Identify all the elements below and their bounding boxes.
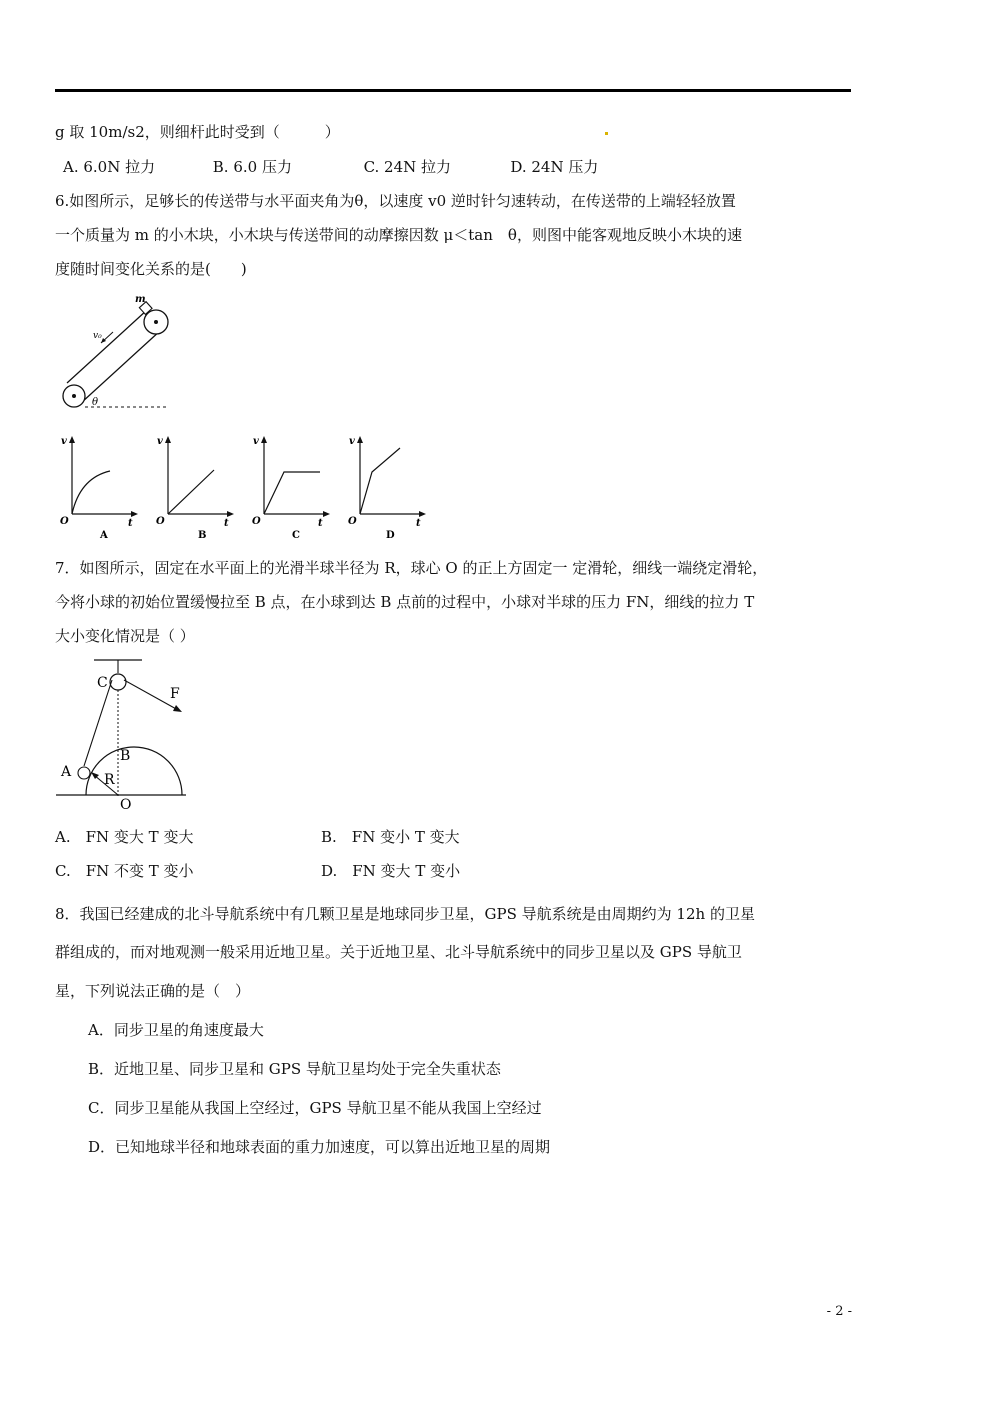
q8-option-b: B．近地卫星、同步卫星和 GPS 导航卫星均处于完全失重状态 [88,1060,501,1078]
fig-label-f: F [170,686,180,702]
q8-option-d: D．已知地球半径和地球表面的重力加速度，可以算出近地卫星的周期 [88,1138,551,1156]
axis-label-t: t [416,518,421,529]
vt-graph-d [346,434,428,542]
vt-graph-a [58,434,140,542]
stray-dot [605,132,608,135]
q7-line-2: 今将小球的初始位置缓慢拉至 B 点，在小球到达 B 点前的过程中，小球对半球的压力 FN，细线的拉力 T [55,593,755,611]
axis-label-v: v [349,436,355,447]
graph-label: D [386,530,395,541]
q7-option-d: D. FN 变大 T 变小 [321,862,461,880]
axis-label-v: v [61,436,67,447]
fig-label-r: R [104,772,115,788]
axis-label-t: t [224,518,229,529]
axis-label-t: t [128,518,133,529]
graph-label: A [100,530,108,541]
axis-label-o: O [252,516,261,527]
fig-label-m: m [135,294,146,305]
header-rule [55,89,851,92]
q5-option-c: C. 24N 拉力 [363,158,452,176]
q7-line-3: 大小变化情况是（ ） [55,627,195,645]
fig-label-v0: v₀ [93,331,102,341]
q6-line-1: 6.如图所示，足够长的传送带与水平面夹角为θ，以速度 v0 逆时针匀速转动，在传送带的上端轻轻放置 [55,192,736,210]
graph-label: C [292,530,300,541]
q6-line-3: 度随时间变化关系的是( ) [55,260,247,278]
vt-graph-b [154,434,236,542]
q8-line-1: 8．我国已经建成的北斗导航系统中有几颗卫星是地球同步卫星，GPS 导航系统是由周期约为 12h 的卫星 [55,905,755,923]
axis-label-t: t [318,518,323,529]
graph-label: B [198,530,207,541]
fig-label-o: O [120,797,132,812]
vt-graph-c [250,434,332,542]
q8-line-3: 星，下列说法正确的是（ ） [55,982,251,1000]
fig-label-theta: θ [92,397,99,408]
axis-label-o: O [348,516,357,527]
fig-label-a: A [61,764,72,780]
conveyor-figure [55,292,175,412]
q7-line-1: 7．如图所示，固定在水平面上的光滑半球半径为 R，球心 O 的正上方固定一 定滑轮，细线一端绕定滑轮， [55,559,768,577]
axis-label-v: v [157,436,163,447]
fig-label-b: B [120,748,131,764]
q5-option-d: D. 24N 压力 [510,158,599,176]
q7-option-c: C. FN 不变 T 变小 [55,862,194,880]
hemisphere-figure [52,654,192,812]
q7-option-b: B. FN 变小 T 变大 [321,828,460,846]
q5-option-a: A. 6.0N 拉力 [63,158,156,176]
fig-label-c: C [97,675,108,691]
q6-line-2: 一个质量为 m 的小木块，小木块与传送带间的动摩擦因数 μ＜tan θ，则图中能客观地反映小木块的速 [55,226,742,244]
q7-option-a: A. FN 变大 T 变大 [55,828,194,846]
q5-tail: g 取 10m/s2，则细杆此时受到（ ） [55,123,340,141]
axis-label-o: O [60,516,69,527]
axis-label-v: v [253,436,259,447]
page-number: - 2 - [826,1304,852,1319]
q8-line-2: 群组成的，而对地观测一般采用近地卫星。关于近地卫星、北斗导航系统中的同步卫星以及 GPS 导航卫 [55,943,742,961]
q8-option-c: C．同步卫星能从我国上空经过，GPS 导航卫星不能从我国上空经过 [88,1099,542,1117]
q5-option-b: B. 6.0 压力 [212,158,292,176]
axis-label-o: O [156,516,165,527]
q8-option-a: A．同步卫星的角速度最大 [88,1021,264,1039]
q5-options [63,156,598,177]
